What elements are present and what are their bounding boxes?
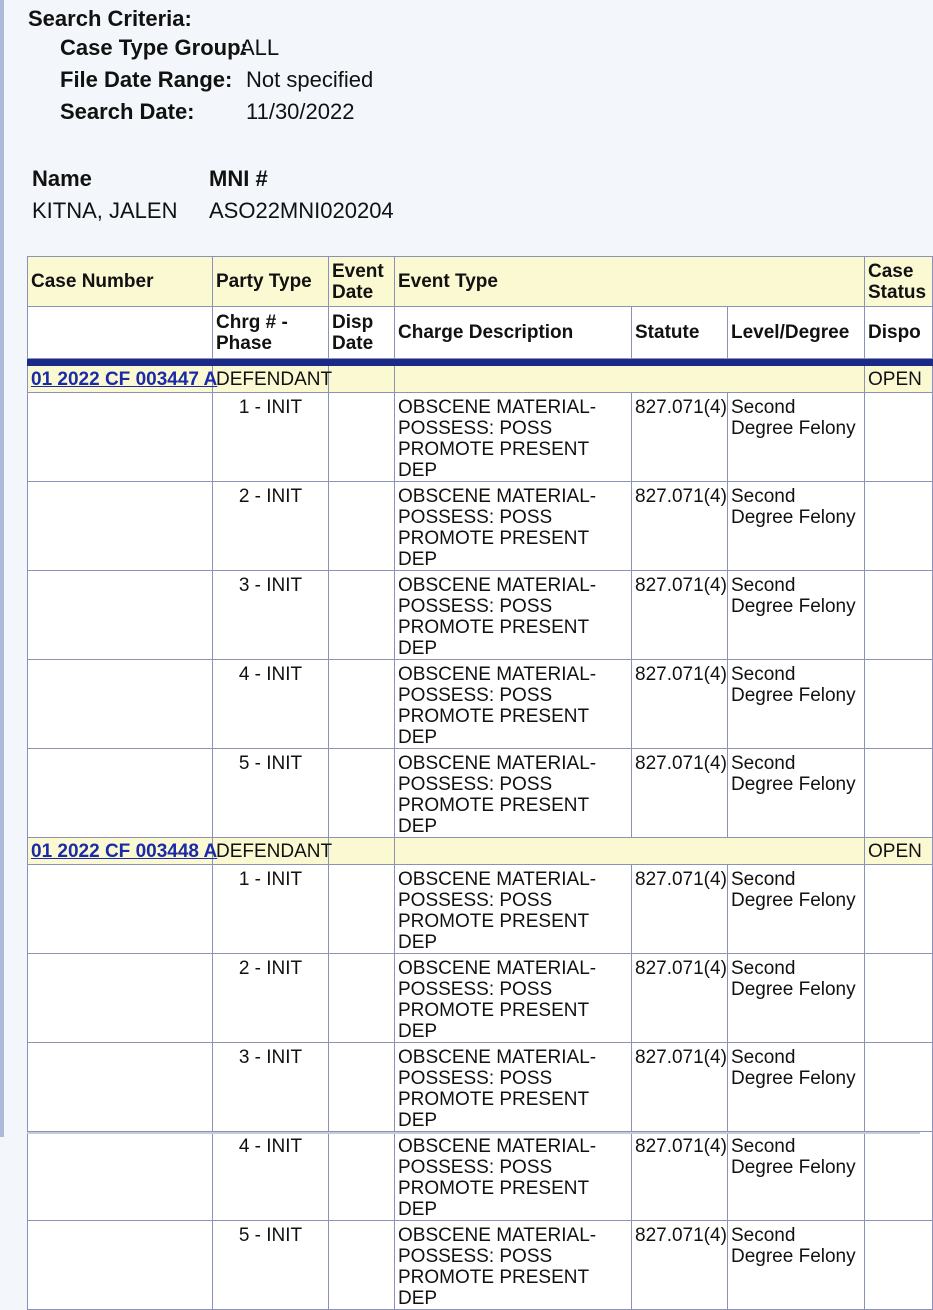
disp-date-cell — [329, 1132, 395, 1221]
charge-blank-cell — [28, 571, 213, 660]
charge-row — [28, 1043, 933, 1132]
charge-description-cell: OBSCENE MATERIAL- POSSESS: POSS PROMOTE PRESENT DEP — [395, 393, 632, 482]
level-degree-cell: Second Degree Felony — [728, 1221, 865, 1310]
table-subheader-row — [28, 307, 933, 359]
charge-description-cell: OBSCENE MATERIAL- POSSESS: POSS PROMOTE PRESENT DEP — [395, 1132, 632, 1221]
col-level-degree: Level/Degree — [728, 307, 865, 359]
party-type-cell: DEFENDANT — [213, 366, 329, 393]
disp-date-cell — [329, 660, 395, 749]
disposition-cell — [865, 865, 933, 954]
criteria-label: File Date Range: — [60, 67, 233, 92]
charge-blank-cell — [28, 749, 213, 838]
event-type-cell — [395, 366, 865, 393]
disp-date-cell — [329, 393, 395, 482]
case-table — [27, 256, 933, 1310]
charge-number-cell: 1 - INIT — [213, 393, 329, 482]
level-degree-cell: Second Degree Felony — [728, 660, 865, 749]
search-criteria-title: Search Criteria: — [28, 6, 192, 31]
name-header: Name — [32, 166, 92, 191]
charge-blank-cell — [28, 954, 213, 1043]
event-type-cell — [395, 838, 865, 865]
disposition-cell — [865, 660, 933, 749]
charge-row — [28, 482, 933, 571]
event-date-cell — [329, 366, 395, 393]
disp-date-cell — [329, 1221, 395, 1310]
criteria-label: Case Type Group: — [60, 35, 248, 60]
charge-number-cell: 5 - INIT — [213, 749, 329, 838]
charge-number-cell: 2 - INIT — [213, 482, 329, 571]
level-degree-cell: Second Degree Felony — [728, 749, 865, 838]
disposition-cell — [865, 1043, 933, 1132]
col-blank — [28, 307, 213, 359]
case-row — [28, 838, 933, 865]
charge-row — [28, 571, 933, 660]
charge-row — [28, 865, 933, 954]
charge-number-cell: 1 - INIT — [213, 865, 329, 954]
charge-blank-cell — [28, 1043, 213, 1132]
charge-description-cell: OBSCENE MATERIAL- POSSESS: POSS PROMOTE PRESENT DEP — [395, 749, 632, 838]
person-name: KITNA, JALEN — [32, 198, 178, 223]
charge-description-cell: OBSCENE MATERIAL- POSSESS: POSS PROMOTE PRESENT DEP — [395, 482, 632, 571]
statute-cell: 827.071(4) — [632, 954, 728, 1043]
statute-cell: 827.071(4) — [632, 749, 728, 838]
charge-number-cell: 4 - INIT — [213, 660, 329, 749]
disp-date-cell — [329, 571, 395, 660]
event-date-cell — [329, 838, 395, 865]
statute-cell: 827.071(4) — [632, 660, 728, 749]
charge-blank-cell — [28, 660, 213, 749]
statute-cell: 827.071(4) — [632, 1043, 728, 1132]
criteria-value: 11/30/2022 — [246, 99, 355, 124]
header-separator — [28, 359, 933, 366]
charge-blank-cell — [28, 865, 213, 954]
table-header-row — [28, 257, 933, 307]
level-degree-cell: Second Degree Felony — [728, 482, 865, 571]
col-disp-date: Disp Date — [329, 307, 395, 359]
charge-blank-cell — [28, 482, 213, 571]
party-type-cell: DEFENDANT — [213, 838, 329, 865]
charge-row — [28, 660, 933, 749]
case-status-cell: OPEN — [865, 838, 933, 865]
charge-number-cell: 3 - INIT — [213, 571, 329, 660]
charge-description-cell: OBSCENE MATERIAL- POSSESS: POSS PROMOTE PRESENT DEP — [395, 865, 632, 954]
charge-number-cell: 3 - INIT — [213, 1043, 329, 1132]
criteria-value: Not specified — [246, 67, 374, 92]
col-chrg-phase: Chrg # - Phase — [213, 307, 329, 359]
charge-row — [28, 1221, 933, 1310]
col-disposition: Dispo — [865, 307, 933, 359]
col-event-date: Event Date — [329, 257, 395, 307]
case-row — [28, 366, 933, 393]
charge-description-cell: OBSCENE MATERIAL- POSSESS: POSS PROMOTE PRESENT DEP — [395, 1221, 632, 1310]
charge-row — [28, 749, 933, 838]
charge-number-cell: 4 - INIT — [213, 1132, 329, 1221]
col-case-number: Case Number — [28, 257, 213, 307]
charge-description-cell: OBSCENE MATERIAL- POSSESS: POSS PROMOTE PRESENT DEP — [395, 954, 632, 1043]
disp-date-cell — [329, 954, 395, 1043]
col-case-status: Case Status — [865, 257, 933, 307]
level-degree-cell: Second Degree Felony — [728, 571, 865, 660]
level-degree-cell: Second Degree Felony — [728, 393, 865, 482]
mni-header: MNI # — [209, 166, 268, 191]
case-number-link[interactable]: 01 2022 CF 003447 A — [31, 368, 218, 390]
disposition-cell — [865, 482, 933, 571]
col-statute: Statute — [632, 307, 728, 359]
col-event-type: Event Type — [395, 257, 865, 307]
disposition-cell — [865, 1132, 933, 1221]
disp-date-cell — [329, 1043, 395, 1132]
charge-description-cell: OBSCENE MATERIAL- POSSESS: POSS PROMOTE PRESENT DEP — [395, 1043, 632, 1132]
criteria-case-type-row — [60, 32, 280, 64]
charge-row — [28, 1132, 933, 1221]
case-number-cell[interactable] — [28, 366, 218, 393]
criteria-file-date-row — [60, 64, 374, 96]
left-border — [0, 0, 4, 1137]
disp-date-cell — [329, 482, 395, 571]
level-degree-cell: Second Degree Felony — [728, 1132, 865, 1221]
criteria-label: Search Date: — [60, 99, 195, 124]
charge-blank-cell — [28, 1221, 213, 1310]
statute-cell: 827.071(4) — [632, 865, 728, 954]
case-number-link[interactable]: 01 2022 CF 003448 A — [31, 840, 218, 862]
bottom-divider — [27, 1132, 920, 1134]
disposition-cell — [865, 749, 933, 838]
statute-cell: 827.071(4) — [632, 393, 728, 482]
disposition-cell — [865, 1221, 933, 1310]
col-party-type: Party Type — [213, 257, 329, 307]
charge-row — [28, 393, 933, 482]
charge-number-cell: 2 - INIT — [213, 954, 329, 1043]
level-degree-cell: Second Degree Felony — [728, 865, 865, 954]
case-number-cell[interactable] — [28, 838, 218, 865]
statute-cell: 827.071(4) — [632, 571, 728, 660]
disposition-cell — [865, 393, 933, 482]
statute-cell: 827.071(4) — [632, 482, 728, 571]
charge-description-cell: OBSCENE MATERIAL- POSSESS: POSS PROMOTE PRESENT DEP — [395, 660, 632, 749]
case-body — [28, 366, 933, 1310]
charge-row — [28, 954, 933, 1043]
criteria-search-date-row — [60, 96, 355, 128]
person-mni: ASO22MNI020204 — [209, 198, 394, 223]
level-degree-cell: Second Degree Felony — [728, 954, 865, 1043]
disp-date-cell — [329, 865, 395, 954]
disp-date-cell — [329, 749, 395, 838]
col-charge-description: Charge Description — [395, 307, 632, 359]
case-status-cell: OPEN — [865, 366, 933, 393]
disposition-cell — [865, 954, 933, 1043]
criteria-value: ALL — [240, 35, 280, 60]
charge-number-cell: 5 - INIT — [213, 1221, 329, 1310]
statute-cell: 827.071(4) — [632, 1221, 728, 1310]
charge-description-cell: OBSCENE MATERIAL- POSSESS: POSS PROMOTE PRESENT DEP — [395, 571, 632, 660]
charge-blank-cell — [28, 1132, 213, 1221]
disposition-cell — [865, 571, 933, 660]
level-degree-cell: Second Degree Felony — [728, 1043, 865, 1132]
charge-blank-cell — [28, 393, 213, 482]
search-criteria-section — [28, 6, 374, 128]
statute-cell: 827.071(4) — [632, 1132, 728, 1221]
